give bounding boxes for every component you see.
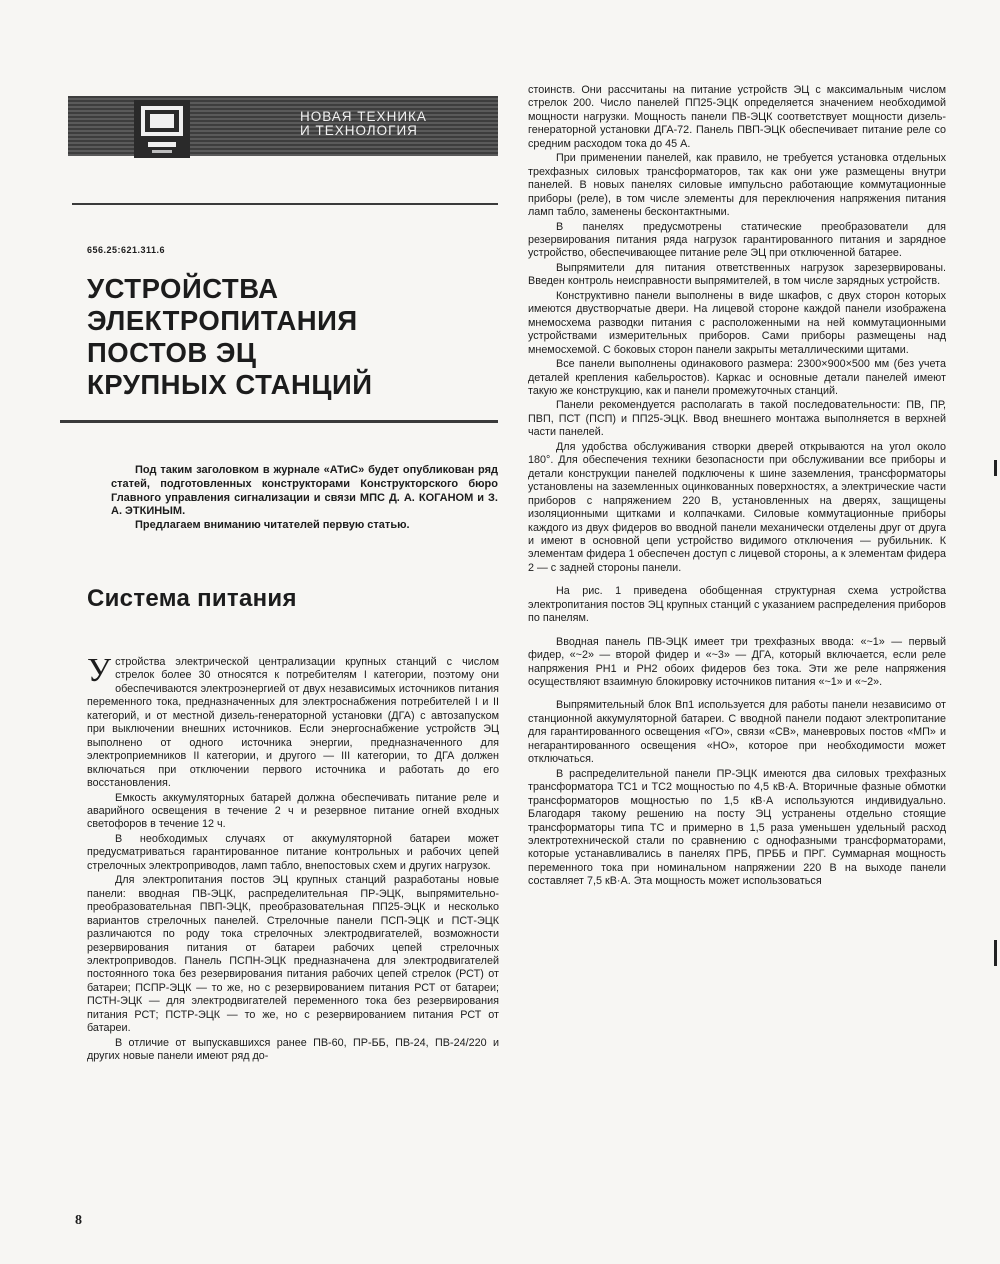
paragraph: Все панели выполнены одинакового размера: 2300×900×500 мм (без учета деталей крепления кабельростов). Каркас и основные детали панелей имеют такую же конструкцию, как и панели промежуточных станций. [528,358,946,397]
margin-mark [994,460,997,476]
paragraph: Панели рекомендуется располагать в такой последовательности: ПВ, ПР, ПВП, ПСТ (ПСП) и ПП25-ЭЦК. Ввод внешнего монтажа выполняется в верхней части панелей. [528,399,946,439]
drop-cap: У [87,652,112,689]
monitor-icon [128,96,196,162]
paragraph: Выпрямительный блок Вп1 используется для работы панели независимо от станционной аккумуляторной батареи. С вводной панели подают электропитание для гарантированного освещения «ГО», связи «СВ», маневровых постов «МП» и негарантированного освещения «НО», которое при необходимости может отключаться. [528,699,946,766]
paragraph: Выпрямители для питания ответственных нагрузок зарезервированы. Введен контроль неисправности выпрямителей, в том числе зарядных устройств. [528,261,946,288]
page-number: 8 [75,1213,82,1228]
paragraph: Для электропитания постов ЭЦ крупных станций разработаны новые панели: вводная ПВ-ЭЦК, распределительная ПР-ЭЦК, выпрямительно-преобразовательная ПВП-ЭЦК, преобразовательная ПП25-ЭЦК и несколько вариантов стрелочных панелей. Стрелочные панели ПСП-ЭЦК и ПСТ-ЭЦК различаются по роду тока стрелочных электродвигателей, возможности резервирования питания от батареи рабочих цепей стрелочных электроприводов. Панель ПСПН-ЭЦК предназначена для электродвигателей постоянного тока без резервирования питания рабочих цепей стрелок (РСТ) от батареи; ПСПР-ЭЦК — то же, но с резервированием питания РСТ от батареи; ПСТН-ЭЦК — для электродвигателей переменного тока без резервирования питания РСТ; ПСТР-ЭЦК — то же, но с резервированием питания РСТ от батареи. [87,874,499,1035]
paragraph: Вводная панель ПВ-ЭЦК имеет три трехфазных ввода: «~1» — первый фидер, «~2» — второй фидер и «~3» — ДГА, который включается, если реле напряжения РН1 и РН2 обоих фидеров без тока. Эти же реле напряжения осуществляют взаимную блокировку источников питания «~1» и «~2». [528,635,946,689]
paragraph-text: стройства электрической централизации крупных станций с числом стрелок более 30 относятся к потребителям I категории, поэтому они обеспечиваются электроэнергией от двух независимых источников питания переменного тока, предназначенных для электроснабжения потребителей I и II категорий, и от местной дизель-генераторной установки (ДГА) с автозапуском при выключении внешних источников. Если энергоснабжение устройств ЭЦ выполнено от одного источника энергии, предназначенного для электроприемников II категории, и другого — III категории, то ДГА должен включаться при отключении первого источника и работать до его восстановления. [87,656,499,790]
intro-paragraph: Предлагаем вниманию читателей первую статью. [135,519,410,532]
divider-top [72,203,498,205]
paragraph: В распределительной панели ПР-ЭЦК имеются два силовых трехфазных трансформатора ТС1 и ТС2 мощностью по 4,5 кВ·А. Вторичные фазные обмотки трансформаторов мощностью по 1,5 кВ·А используются индивидуально. Благодаря такому решению на посту ЭЦ устранены отдельно стоящие трансформаторы типа ТС и примерно в 1,5 раза уменьшен удельный расход электротехнической стали по сравнению с однофазными трансформаторами, которые устанавливались в панелях ПРБ, ПРББ и ПРГ. Суммарная мощность переменного тока при номинальном напряжении 220 В на выходе панели составляет 7,5 кВ·А. Эта мощность может использоваться [528,767,946,888]
paragraph: В отличие от выпускавшихся ранее ПВ-60, ПР-ББ, ПВ-24, ПВ-24/220 и других новые панели имеют ряд до- [87,1036,499,1063]
title-line-4: КРУПНЫХ СТАНЦИЙ [87,369,373,400]
intro-paragraph: Под таким заголовком в журнале «АТиС» будет опубликован ряд статей, подготовленных конструкторами Конструкторского бюро Главного управления сигнализации и связи МПС Д. А. КОГАНОМ и З. А. ЭТКИНЫМ. [111,464,498,518]
rubric-line-2: И ТЕХНОЛОГИЯ [300,123,418,138]
paragraph: При применении панелей, как правило, не требуется установка отдельных трехфазных силовых трансформаторов, так как они уже размещены внутри панелей. В новых панелях силовые импульсно работающие коммутационные приборы (реле), в том числе элементы для переключения напряжения питания ламп табло, заменены бесконтактными. [528,152,946,219]
article-intro [111,464,498,533]
paragraph: В необходимых случаях от аккумуляторной батареи может предусматриваться гарантированное питание контрольных и рабочих цепей стрелочных электроприводов, ламп табло, внепостовых схем и других нагрузок. [87,832,499,872]
rubric-line-1: НОВАЯ ТЕХНИКА [300,109,427,124]
paragraph: На рис. 1 приведена обобщенная структурная схема устройства электропитания постов ЭЦ крупных станций с указанием распределения приборов по панелям. [528,585,946,625]
paragraph: В панелях предусмотрены статические преобразователи для резервирования питания ряда нагрузок гарантированного питания и зарядное устройство, обеспечивающее питание реле ЭЦ при отключенной батарее. [528,220,946,260]
title-line-3: ПОСТОВ ЭЦ [87,337,257,368]
divider-title [60,420,498,423]
title-line-1: УСТРОЙСТВА [87,273,279,304]
paragraph [87,652,499,791]
paragraph: стоинств. Они рассчитаны на питание устройств ЭЦ с максимальным числом стрелок 200. Число панелей ПП25-ЭЦК определяется значением необходимой мощности нагрузки. Мощность панели ПВ-ЭЦК соответствует мощности дизель-генераторной установки ДГА-72. Панель ПВП-ЭЦК обеспечивает питание реле со средним расходом тока до 45 А. [528,84,946,150]
section-heading: Система питания [87,585,297,612]
paragraph: Для удобства обслуживания створки дверей открываются на угол около 180°. Для обеспечения техники безопасности при обслуживании все приборы и детали конструкции панелей подключены к шине заземления, трансформаторы установлены на заземленных оцинкованных поверхностях, а электрические части приборов с напряжением 220 В, установленных на дверях, защищены изоляционными щитками и колпачками. Силовые коммутационные приборы каждого из двух фидеров во вводной панели механически отделены друг от друга и имеют в основной цепи устройство видимого отключения — рубильник. К элементам фидера 1 обеспечен доступ с лицевой стороны, а к элементам фидера 2 — с задней стороны панели. [528,440,946,574]
article-title [87,273,487,401]
left-column [87,652,499,1065]
udc-code: 656.25:621.311.6 [87,245,166,255]
right-column [528,84,946,890]
title-line-2: ЭЛЕКТРОПИТАНИЯ [87,305,358,336]
margin-mark [994,940,997,966]
rubric-title [300,110,490,138]
paragraph: Конструктивно панели выполнены в виде шкафов, с двух сторон которых имеются двустворчатые двери. На лицевой стороне каждой панели изображена мнемосхема разводки питания с расположенными на ней коммутационными устройствами измерительных приборов. Сами приборы размещены над мнемосхемой. С боковых сторон панели закрыты металлическими щитами. [528,289,946,356]
paragraph: Емкость аккумуляторных батарей должна обеспечивать питание реле и аварийного освещения в течение 2 ч и резервное питание огней входных светофоров в течение 12 ч. [87,791,499,831]
